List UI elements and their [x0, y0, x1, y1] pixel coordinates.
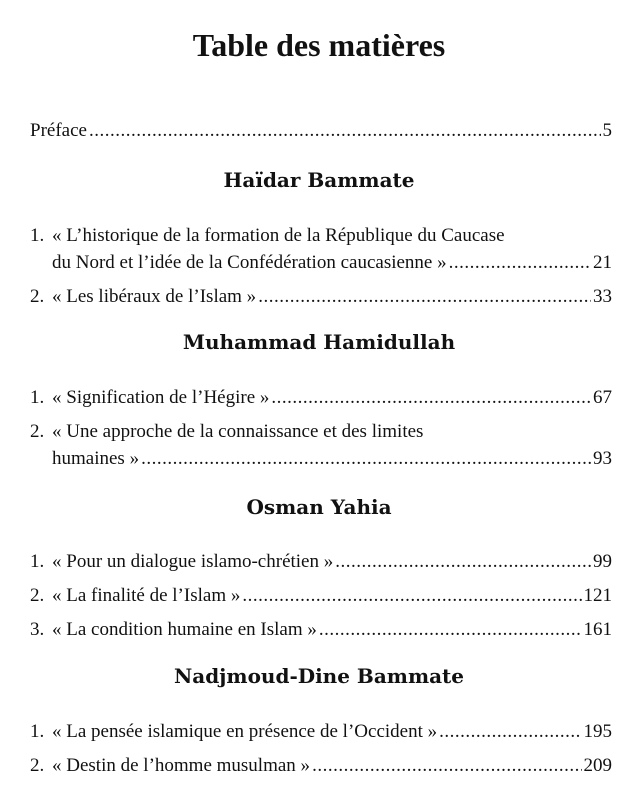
dot-leader: [312, 752, 581, 779]
dot-leader: [439, 718, 581, 745]
toc-entry[interactable]: [30, 582, 612, 609]
entry-page-number: 67: [593, 387, 612, 408]
entry-number: 2.: [30, 755, 45, 776]
entry-title: Préface: [30, 120, 87, 141]
entry-page-number: 209: [583, 755, 612, 776]
entry-title: « Les libéraux de l’Islam »: [52, 286, 257, 307]
entry-page-number: 99: [593, 551, 612, 572]
section-author: Nadjmoud-Dine Bammate: [173, 664, 465, 688]
section-author: Muhammad Hamidullah: [182, 330, 456, 354]
toc-entry[interactable]: [30, 752, 612, 779]
toc-entry[interactable]: [30, 418, 612, 472]
entry-number: 2.: [30, 421, 45, 442]
dot-leader: [89, 117, 601, 144]
entry-number: 1.: [30, 551, 45, 572]
section-author: Haïdar Bammate: [223, 168, 415, 192]
entry-title: « Signification de l’Hégire »: [52, 387, 270, 408]
dot-leader: [141, 445, 591, 472]
dot-leader: [449, 249, 591, 276]
entry-number: 3.: [30, 619, 45, 640]
toc-entry[interactable]: [30, 616, 612, 643]
entry-title: « La finalité de l’Islam »: [52, 585, 241, 606]
entry-page-number: 121: [583, 585, 612, 606]
entry-title-continued: du Nord et l’idée de la Confédération caucasienne »: [52, 252, 447, 273]
entry-title: « Destin de l’homme musulman »: [52, 755, 311, 776]
entry-title: « La condition humaine en Islam »: [52, 619, 317, 640]
dot-leader: [271, 384, 591, 411]
entry-page-number: 21: [593, 252, 612, 273]
page-title: Table des matières: [192, 27, 446, 63]
entry-title: « Pour un dialogue islamo-chrétien »: [52, 551, 334, 572]
entry-number: 1.: [30, 721, 45, 742]
toc-entry[interactable]: [30, 222, 612, 276]
entry-number: 2.: [30, 585, 45, 606]
entry-page-number: 195: [583, 721, 612, 742]
entry-title: « Une approche de la connaissance et des limites: [52, 421, 424, 442]
dot-leader: [319, 616, 582, 643]
entry-title: « La pensée islamique en présence de l’Occident »: [52, 721, 438, 742]
entry-page-number: 5: [602, 120, 612, 141]
entry-number: 2.: [30, 286, 45, 307]
toc-entry[interactable]: [30, 283, 612, 310]
entry-page-number: 93: [593, 448, 612, 469]
entry-title: « L’historique de la formation de la République du Caucase: [52, 225, 505, 246]
toc-entry[interactable]: [30, 548, 612, 575]
entry-number: 1.: [30, 225, 45, 246]
section-author: Osman Yahia: [246, 495, 392, 519]
entry-number: 1.: [30, 387, 45, 408]
toc-entry[interactable]: [30, 384, 612, 411]
toc-entry[interactable]: [30, 718, 612, 745]
toc-entry-preface[interactable]: [30, 117, 612, 144]
dot-leader: [335, 548, 591, 575]
dot-leader: [242, 582, 581, 609]
entry-page-number: 161: [583, 619, 612, 640]
dot-leader: [258, 283, 591, 310]
entry-page-number: 33: [593, 286, 612, 307]
entry-title-continued: humaines »: [52, 448, 140, 469]
